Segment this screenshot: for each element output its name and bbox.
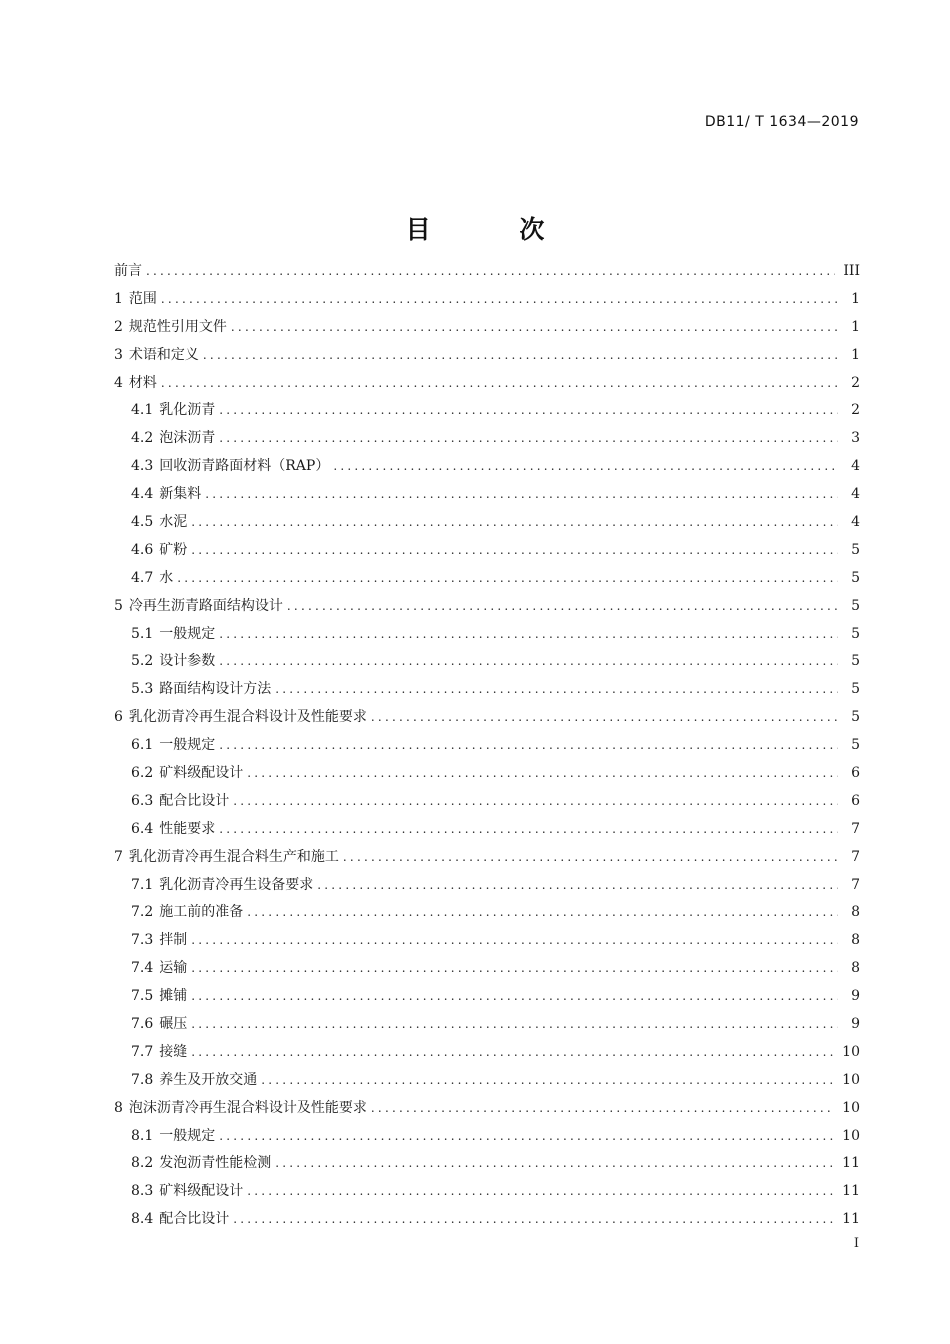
toc-entry[interactable]: [114, 955, 860, 983]
toc-entry-label: [114, 314, 231, 342]
toc-leader-dots: [161, 370, 838, 398]
toc-entry-label: [131, 481, 205, 509]
toc-leader-dots: [317, 872, 838, 900]
toc-entry[interactable]: [114, 453, 860, 481]
toc-entry-number: 5.1: [131, 625, 154, 642]
toc-entry-page: 10: [842, 1099, 860, 1116]
toc-entry-text: 泡沫沥青: [159, 430, 216, 447]
toc-leader-dots: [191, 983, 838, 1011]
toc-entry-number: 4.3: [131, 458, 154, 475]
toc-entry-number: 5.3: [131, 681, 154, 698]
toc-entry-text: 设计参数: [159, 653, 216, 670]
toc-entry-page: 8: [851, 960, 860, 977]
toc-entry-text: 性能要求: [159, 820, 216, 837]
toc-entry[interactable]: [114, 565, 860, 593]
toc-entry[interactable]: [114, 927, 860, 955]
toc-entry-label: [114, 370, 161, 398]
toc-entry-label: [131, 732, 219, 760]
toc-entry-label: [131, 899, 247, 927]
toc-entry-page: 10: [842, 1071, 860, 1088]
toc-entry-label: [114, 1095, 371, 1123]
toc-entry-number: 5: [114, 597, 123, 614]
toc-entry-label: [131, 397, 219, 425]
toc-entry-number: 4.2: [131, 430, 154, 447]
toc-entry[interactable]: [114, 370, 860, 398]
toc-entry-page: 3: [851, 430, 860, 447]
toc-entry[interactable]: [114, 1178, 860, 1206]
toc-entry-page: 4: [851, 458, 860, 475]
toc-entry-text: 范围: [128, 290, 157, 307]
toc-entry-page: 10: [842, 1127, 860, 1144]
toc-entry-number: 7.5: [131, 988, 154, 1005]
toc-entry-number: 2: [114, 318, 123, 335]
toc-leader-dots: [231, 314, 838, 342]
toc-entry-label: [131, 1150, 275, 1178]
toc-entry-page: 5: [851, 737, 860, 754]
toc-leader-dots: [343, 844, 838, 872]
toc-leader-dots: [233, 1206, 834, 1234]
toc-entry[interactable]: [114, 425, 860, 453]
toc-leader-dots: [219, 816, 838, 844]
toc-entry-number: 4.4: [131, 486, 154, 503]
toc-entry-number: 4.1: [131, 402, 154, 419]
toc-entry[interactable]: [114, 593, 860, 621]
toc-entry-text: 冷再生沥青路面结构设计: [128, 597, 283, 614]
toc-entry-page: 6: [851, 792, 860, 809]
toc-entry-text: 规范性引用文件: [128, 318, 227, 335]
toc-entry-page: 2: [851, 374, 860, 391]
toc-entry-number: 6.1: [131, 737, 154, 754]
toc-entry-page: 7: [851, 820, 860, 837]
toc-entry-page: 1: [851, 346, 860, 363]
toc-entry-text: 乳化沥青: [159, 402, 216, 419]
toc-entry-text: 乳化沥青冷再生混合料设计及性能要求: [128, 709, 367, 726]
toc-entry-text: 配合比设计: [159, 1211, 230, 1228]
toc-entry[interactable]: [114, 1151, 860, 1179]
toc-entry[interactable]: [114, 732, 860, 760]
toc-entry[interactable]: [114, 621, 860, 649]
toc-leader-dots: [191, 509, 838, 537]
toc-entry[interactable]: [114, 286, 860, 314]
toc-entry-page: 5: [851, 681, 860, 698]
toc-entry[interactable]: [114, 314, 860, 342]
toc-leader-dots: [275, 1150, 834, 1178]
toc-entry-number: 8.1: [131, 1127, 154, 1144]
toc-leader-dots: [219, 1123, 834, 1151]
toc-leader-dots: [177, 565, 838, 593]
toc-leader-dots: [219, 621, 838, 649]
document-code: DB11/ T 1634—2019: [704, 114, 859, 130]
toc-entry[interactable]: [114, 816, 860, 844]
toc-entry-number: 6: [114, 709, 123, 726]
toc-entry-label: [131, 509, 191, 537]
toc-entry-number: 8.3: [131, 1183, 154, 1200]
toc-entry-text: 运输: [159, 960, 188, 977]
toc-entry[interactable]: [114, 509, 860, 537]
toc-entry-label: [114, 593, 287, 621]
toc-entry[interactable]: [114, 676, 860, 704]
toc-entry[interactable]: [114, 648, 860, 676]
toc-entry[interactable]: [114, 704, 860, 732]
toc-entry-label: [131, 425, 219, 453]
toc-entry-number: 7.7: [131, 1043, 154, 1060]
toc-leader-dots: [371, 704, 838, 732]
toc-entry-label: [131, 760, 247, 788]
toc-leader-dots: [191, 1011, 838, 1039]
toc-leader-dots: [219, 397, 838, 425]
toc-entry-page: III: [843, 262, 860, 279]
toc-entry-page: 1: [851, 290, 860, 307]
toc-entry-text: 接缝: [159, 1043, 188, 1060]
toc-entry-text: 一般规定: [159, 737, 216, 754]
toc-entry[interactable]: [114, 1206, 860, 1234]
toc-entry-number: 6.3: [131, 792, 154, 809]
toc-entry-label: [114, 342, 203, 370]
toc-entry-page: 10: [842, 1043, 860, 1060]
toc-entry-label: [114, 844, 343, 872]
toc-entry-label: [131, 1067, 261, 1095]
toc-entry-label: [131, 453, 333, 481]
toc-entry-text: 乳化沥青冷再生设备要求: [159, 876, 314, 893]
toc-entry[interactable]: [114, 899, 860, 927]
toc-title: 目 次: [405, 215, 585, 244]
toc-entry-text: 一般规定: [159, 1127, 216, 1144]
toc-entry[interactable]: [114, 397, 860, 425]
toc-leader-dots: [146, 258, 835, 286]
toc-leader-dots: [161, 286, 838, 314]
toc-entry-page: 11: [842, 1183, 860, 1200]
toc-entry-text: 新集料: [159, 486, 202, 503]
toc-entry-label: [114, 286, 161, 314]
toc-entry-text: 路面结构设计方法: [159, 681, 272, 698]
toc-entry-page: 5: [851, 625, 860, 642]
toc-leader-dots: [191, 537, 838, 565]
toc-entry[interactable]: [114, 788, 860, 816]
toc-leader-dots: [275, 676, 838, 704]
toc-entry[interactable]: [114, 1039, 860, 1067]
toc-entry-number: 3: [114, 346, 123, 363]
toc-leader-dots: [219, 648, 838, 676]
toc-entry-text: 施工前的准备: [159, 904, 244, 921]
toc-entry-number: 5.2: [131, 653, 154, 670]
toc-leader-dots: [261, 1067, 834, 1095]
toc-entry-text: 水泥: [159, 514, 188, 530]
toc-entry-text: 泡沫沥青冷再生混合料设计及性能要求: [128, 1099, 367, 1116]
toc-entry-label: [131, 955, 191, 983]
toc-entry-number: 7.2: [131, 904, 154, 921]
toc-entry-label: [131, 1011, 191, 1039]
toc-entry[interactable]: [114, 1067, 860, 1095]
toc-entry-page: 1: [851, 318, 860, 335]
toc-entry-label: [131, 788, 233, 816]
toc-entry-page: 7: [851, 848, 860, 865]
toc-entry-number: 8.4: [131, 1211, 154, 1228]
toc-leader-dots: [233, 788, 838, 816]
toc-entry-text: 发泡沥青性能检测: [159, 1155, 272, 1172]
toc-entry-number: 1: [114, 290, 123, 307]
toc-entry-page: 9: [851, 1016, 860, 1033]
toc-entry-text: 乳化沥青冷再生混合料生产和施工: [128, 848, 339, 865]
toc-leader-dots: [191, 1039, 834, 1067]
toc-entry-label: [131, 816, 219, 844]
toc-entry[interactable]: [114, 342, 860, 370]
toc-entry[interactable]: [114, 1011, 860, 1039]
page-number: I: [853, 1236, 859, 1251]
toc-leader-dots: [219, 732, 838, 760]
toc-entry-page: 5: [851, 569, 860, 586]
toc-entry-text: 摊铺: [159, 988, 188, 1005]
toc-entry-page: 5: [851, 709, 860, 726]
toc-entry-number: 4.6: [131, 541, 154, 558]
toc-entry-number: 4.7: [131, 569, 154, 586]
toc-entry[interactable]: [114, 1095, 860, 1123]
toc-entry-label: [131, 872, 317, 900]
toc-entry-number: 7.8: [131, 1071, 154, 1088]
toc-entry-label: [131, 1039, 191, 1067]
toc-entry-page: 11: [842, 1155, 860, 1172]
toc-entry-label: [131, 1123, 219, 1151]
toc-entry-page: 8: [851, 932, 860, 949]
toc-entry-label: [131, 621, 219, 649]
toc-entry-text: 水: [159, 569, 174, 586]
toc-entry-page: 2: [851, 402, 860, 419]
toc-entry-page: 6: [851, 765, 860, 782]
toc-leader-dots: [203, 342, 838, 370]
toc-entry-label: [131, 648, 219, 676]
toc-entry-text: 矿粉: [159, 541, 188, 558]
toc-entry-number: 6.4: [131, 820, 154, 837]
toc-entry-label: [131, 676, 275, 704]
toc-leader-dots: [205, 481, 838, 509]
toc-entry-page: 9: [851, 988, 860, 1005]
toc-entry-number: 6.2: [131, 765, 154, 782]
toc-entry-text: 拌制: [159, 932, 188, 949]
toc-entry-label: [114, 258, 146, 286]
toc-entry-page: 5: [851, 541, 860, 558]
toc-entry[interactable]: [114, 760, 860, 788]
toc-entry-text: 回收沥青路面材料（RAP）: [159, 458, 330, 475]
toc-entry-label: [131, 927, 191, 955]
toc-leader-dots: [247, 1178, 834, 1206]
toc-entry-text: 材料: [128, 374, 157, 391]
toc-entry-page: 5: [851, 653, 860, 670]
toc-entry-label: [131, 983, 191, 1011]
toc-entry[interactable]: [114, 983, 860, 1011]
toc-entry[interactable]: [114, 872, 860, 900]
toc-entry[interactable]: [114, 537, 860, 565]
toc-entry-number: 7.3: [131, 932, 154, 949]
toc-entry-page: 4: [851, 514, 860, 530]
toc-leader-dots: [247, 899, 838, 927]
toc-entry-number: 8: [114, 1099, 123, 1116]
toc-entry-number: 4: [114, 374, 123, 391]
toc-entry-text: 碾压: [159, 1016, 188, 1033]
toc-entry-number: 7: [114, 848, 123, 865]
toc-entry-page: 7: [851, 876, 860, 893]
toc-entry[interactable]: [114, 481, 860, 509]
toc-leader-dots: [333, 453, 838, 481]
toc-leader-dots: [247, 760, 838, 788]
toc-entry-page: 4: [851, 486, 860, 503]
toc-entry-page: 11: [842, 1211, 860, 1228]
toc-leader-dots: [191, 927, 838, 955]
toc-entry-text: 矿料级配设计: [159, 765, 244, 782]
toc-entry-label: [131, 1206, 233, 1234]
toc-entry-text: 前言: [114, 262, 142, 279]
toc-entry-text: 配合比设计: [159, 792, 230, 809]
toc-entry[interactable]: [114, 844, 860, 872]
toc-entry-label: [114, 704, 371, 732]
toc-entry-number: 7.4: [131, 960, 154, 977]
toc-entry[interactable]: [114, 258, 860, 286]
toc-entry-number: 4.5: [131, 514, 154, 530]
toc-entry-number: 8.2: [131, 1155, 154, 1172]
toc-leader-dots: [219, 425, 838, 453]
toc-entry-label: [131, 537, 191, 565]
toc-leader-dots: [191, 955, 838, 983]
toc-leader-dots: [287, 593, 838, 621]
toc-leader-dots: [371, 1095, 834, 1123]
table-of-contents: [114, 258, 860, 1234]
toc-entry-number: 7.1: [131, 876, 154, 893]
toc-entry-number: 7.6: [131, 1016, 154, 1033]
toc-entry-page: 5: [851, 597, 860, 614]
toc-entry-text: 一般规定: [159, 625, 216, 642]
toc-entry-label: [131, 1178, 247, 1206]
toc-entry-text: 矿料级配设计: [159, 1183, 244, 1200]
toc-entry[interactable]: [114, 1123, 860, 1151]
toc-entry-page: 8: [851, 904, 860, 921]
toc-entry-text: 术语和定义: [128, 346, 199, 363]
toc-entry-text: 养生及开放交通: [159, 1071, 258, 1088]
toc-entry-label: [131, 565, 177, 593]
